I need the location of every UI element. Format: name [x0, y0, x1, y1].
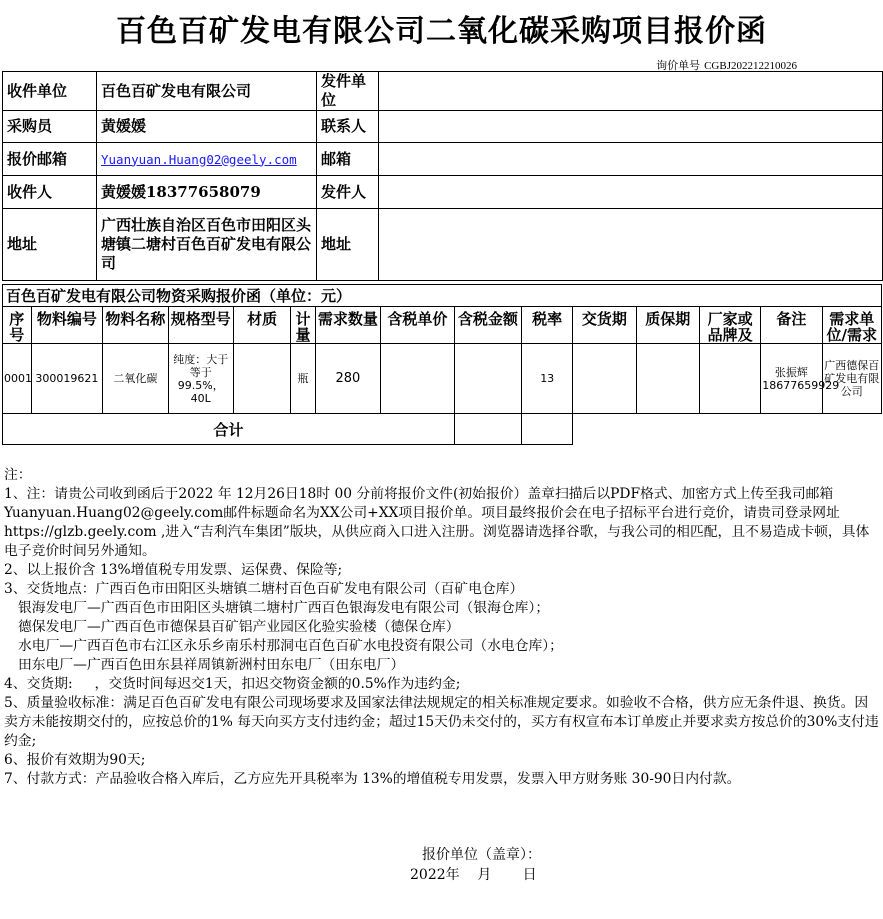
signature-date: 2022年 月 日 [410, 867, 537, 883]
document-title: 百色百矿发电有限公司二氧化碳采购项目报价函 [116, 14, 767, 49]
col-header: 交货期 [573, 307, 636, 344]
sender-unit-label: 发件单位 [317, 72, 379, 111]
note-7: 7、付款方式：产品验收合格入库后，乙方应先开具税率为 13%的增值税专用发票，发票入甲方财务账 30-90日内付款。 [4, 771, 741, 787]
sender-value[interactable] [379, 176, 883, 209]
sender-unit-value[interactable] [379, 72, 883, 111]
note-3: 3、交货地点：广西百色市田阳区头塘镇二塘村百色百矿发电有限公司（百矿电仓库） [4, 581, 524, 597]
cell-material [233, 344, 290, 414]
signature-unit: 报价单位（盖章）： [422, 847, 541, 863]
cell-quantity: 280 [315, 344, 380, 414]
receiver-unit-label: 收件单位 [3, 72, 97, 111]
cell-unit: 瓶 [291, 344, 316, 414]
email-link[interactable]: Yuanyuan.Huang02@geely.com [101, 151, 297, 167]
note-3b: 德保发电厂—广西百色市德保县百矿铝产业园区化验实验楼（德保仓库） [18, 619, 460, 635]
note-4: 4、交货期: ，交货时间每迟交1天，扣迟交物资金额的0.5%作为违约金; [4, 676, 461, 692]
col-header: 税率 [522, 307, 573, 344]
col-header: 需求单位/需求 [822, 307, 881, 344]
buyer-label: 采购员 [3, 111, 97, 143]
cell-spec: 纯度：大于等于99.5%，40L [168, 344, 233, 414]
col-header: 需求数量 [315, 307, 380, 344]
note-6: 6、报价有效期为90天; [4, 752, 146, 768]
receiver-unit-value: 百色百矿发电有限公司 [97, 72, 317, 111]
table-row [3, 344, 882, 414]
contact-value[interactable] [379, 111, 883, 143]
inquiry-label: 询价单号 [656, 59, 701, 72]
sender-label: 发件人 [317, 176, 379, 209]
col-header: 材质 [233, 307, 290, 344]
col-header: 计量 [291, 307, 316, 344]
address-value: 广西壮族自治区百色市田阳区头塘镇二塘村百色百矿发电有限公司 [97, 209, 317, 281]
notes-heading: 注： [4, 467, 32, 483]
note-2: 2、以上报价含 13%增值税专用发票、运保费、保险等; [4, 562, 343, 578]
note-3a: 银海发电厂—广西百色市田阳区头塘镇二塘村广西百色银海发电有限公司（银海仓库）； [18, 600, 550, 616]
note-3c: 水电厂—广西百色市右江区永乐乡南乐村那洞屯百色百矿水电投资有限公司（水电仓库）； [18, 638, 563, 654]
recipient-label: 收件人 [3, 176, 97, 209]
cell-demand-unit: 广西德保百矿发电有限公司 [822, 344, 881, 414]
recipient-value: 黄媛媛18377658079 [97, 176, 317, 209]
cell-tax-rate: 13 [522, 344, 573, 414]
buyer-value: 黄媛媛 [97, 111, 317, 143]
col-header: 规格型号 [168, 307, 233, 344]
inquiry-value: CGBJ202212210026 [704, 60, 797, 72]
col-header: 备注 [761, 307, 822, 344]
address-label: 地址 [3, 209, 97, 281]
cell-amount[interactable] [454, 344, 521, 414]
note-5: 5、质量验收标准：满足百色百矿发电有限公司现场要求及国家法律法规规定的相关标准规定要求。如验收不合格，供方应无条件退、换货。因卖方未能按期交付的，应按总价的1% 每天向买方支付违约金；超过15天仍未交付的，买方有权宣布本订单废止并要求卖方按总价的30%支付违约金; [4, 695, 879, 749]
col-header: 物料名称 [103, 307, 168, 344]
col-header: 质保期 [636, 307, 699, 344]
col-header: 序号 [3, 307, 32, 344]
total-tax [522, 414, 573, 445]
total-label: 合计 [3, 414, 455, 445]
cell-seq: 0001 [3, 344, 32, 414]
email2-value[interactable] [379, 143, 883, 176]
info-table [2, 71, 883, 281]
cell-unit-price[interactable] [381, 344, 455, 414]
cell-material-code: 300019621 [31, 344, 103, 414]
cell-material-name: 二氧化碳 [103, 344, 168, 414]
email-label: 报价邮箱 [3, 143, 97, 176]
notes [4, 466, 880, 789]
note-3d: 田东电厂—广西百色田东县祥周镇新洲村田东电厂（田东电厂） [18, 657, 405, 673]
address2-value[interactable] [379, 209, 883, 281]
contact-label: 联系人 [317, 111, 379, 143]
email-value [97, 143, 317, 176]
items-table [2, 284, 882, 445]
cell-delivery[interactable] [573, 344, 636, 414]
col-header: 物料编号 [31, 307, 103, 344]
cell-brand[interactable] [699, 344, 760, 414]
cell-remark: 张振辉18677659929 [761, 344, 822, 414]
section-title: 百色百矿发电有限公司物资采购报价函（单位：元） [3, 285, 882, 307]
note-1: 1、注：请贵公司收到函后于2022 年 12月26日18时 00 分前将报价文件(初始报价）盖章扫描后以PDF格式、加密方式上传至我司邮箱Yuanyuan.Huang02@geely.com邮件标题命名为XX公司+XX项目报价单。项目最终报价会在电子招标平台进行竞价，请贵司登录网址https://glzb.geely.com ,进入“吉利汽车集团”版块，从供应商入口进入注册。浏览器请选择谷歌，与我公司的相匹配，且不易造成卡顿，具体电子竞价时间另外通知。 [4, 486, 870, 559]
address2-label: 地址 [317, 209, 379, 281]
col-header: 含税金额 [454, 307, 521, 344]
col-header: 含税单价 [381, 307, 455, 344]
cell-warranty[interactable] [636, 344, 699, 414]
total-blank [573, 414, 882, 445]
email2-label: 邮箱 [317, 143, 379, 176]
col-header: 厂家或品牌及 [699, 307, 760, 344]
total-amount[interactable] [454, 414, 521, 445]
